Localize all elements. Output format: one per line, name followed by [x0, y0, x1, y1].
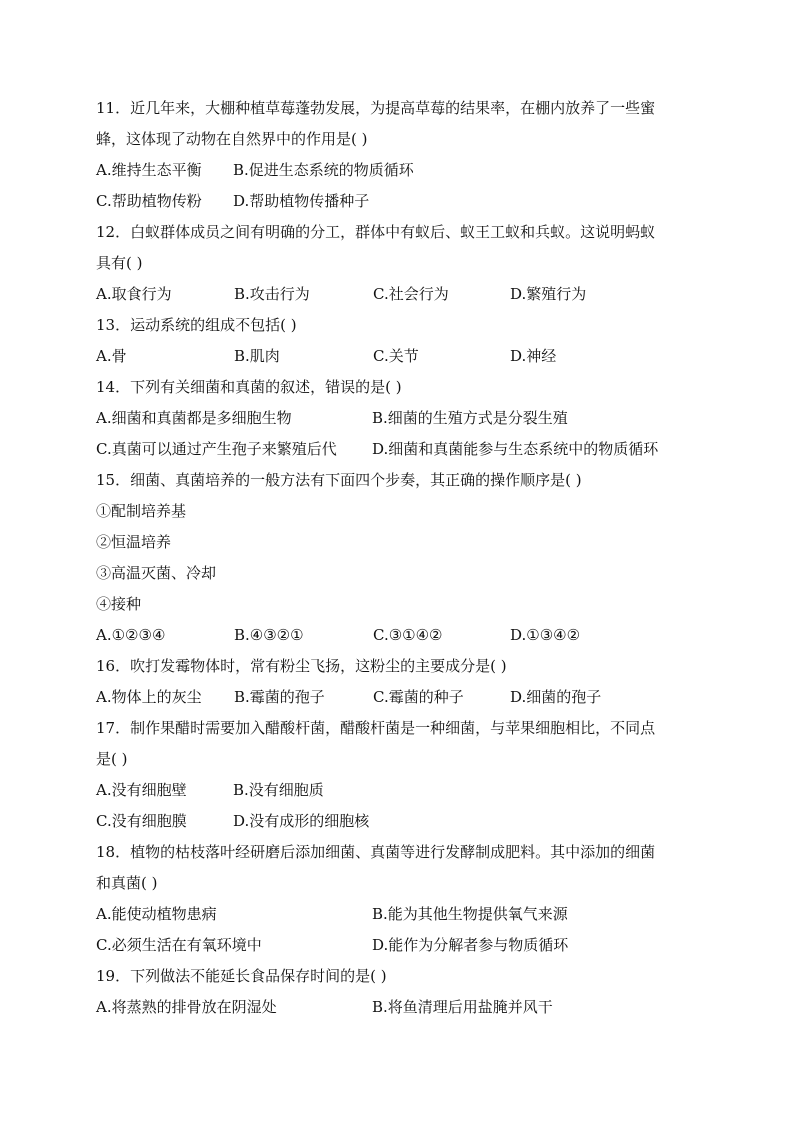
question-12-option-d: D.繁殖行为 [510, 285, 587, 303]
question-13-option-c: C.关节 [373, 347, 419, 365]
question-18-option-a: A.能使动植物患病 [96, 905, 217, 923]
question-18-option-c: C.必须生活在有氧环境中 [96, 936, 262, 954]
question-17-options-row-1 [96, 775, 696, 806]
question-18-options-row-1 [96, 899, 696, 930]
question-14-option-c: C.真菌可以通过产生孢子来繁殖后代 [96, 440, 337, 458]
question-16-option-a: A.物体上的灰尘 [96, 688, 202, 706]
question-14-options-row-1 [96, 403, 696, 434]
question-12-option-b: B.攻击行为 [234, 285, 310, 303]
question-16-options [96, 682, 696, 713]
question-16-option-d: D.细菌的孢子 [510, 688, 602, 706]
question-15-step-2: ②恒温培养 [96, 533, 172, 551]
question-12-stem-line-2: 具有( ) [96, 254, 143, 272]
question-17-stem-line-2: 是( ) [96, 750, 128, 768]
question-18-option-d: D.能作为分解者参与物质循环 [372, 936, 569, 954]
question-17-option-c: C.没有细胞膜 [96, 812, 187, 830]
question-16-stem: 16．吹打发霉物体时，常有粉尘飞扬，这粉尘的主要成分是( ) [96, 657, 507, 675]
question-15-stem: 15．细菌、真菌培养的一般方法有下面四个步奏，其正确的操作顺序是( ) [96, 471, 582, 489]
question-18-options-row-2 [96, 930, 696, 961]
question-19-option-a: A.将蒸熟的排骨放在阴湿处 [96, 998, 277, 1016]
question-18-stem-line-2: 和真菌( ) [96, 874, 158, 892]
question-11-option-a: A.维持生态平衡 [96, 161, 202, 179]
question-13-option-b: B.肌肉 [234, 347, 280, 365]
question-15-option-b: B.④③②① [234, 626, 304, 644]
question-14-option-b: B.细菌的生殖方式是分裂生殖 [372, 409, 568, 427]
question-15-step-1: ①配制培养基 [96, 502, 187, 520]
question-13-options [96, 341, 696, 372]
question-15-options [96, 620, 696, 651]
question-15-step-4: ④接种 [96, 595, 142, 613]
question-11-stem-line-2: 蜂，这体现了动物在自然界中的作用是( ) [96, 130, 368, 148]
question-11-option-c: C.帮助植物传粉 [96, 192, 202, 210]
question-16-option-c: C.霉菌的种子 [373, 688, 464, 706]
question-15-step-3: ③高温灭菌、冷却 [96, 564, 217, 582]
question-list [96, 93, 696, 1023]
question-17-option-b: B.没有细胞质 [233, 781, 324, 799]
question-18-stem-line-1: 18．植物的枯枝落叶经研磨后添加细菌、真菌等进行发酵制成肥料。其中添加的细菌 [96, 843, 656, 861]
question-17-option-a: A.没有细胞壁 [96, 781, 187, 799]
question-17-option-d: D.没有成形的细胞核 [233, 812, 370, 830]
question-11-options-row-1 [96, 155, 696, 186]
question-18-option-b: B.能为其他生物提供氧气来源 [372, 905, 568, 923]
question-11-options-row-2 [96, 186, 696, 217]
question-13-option-a: A.骨 [96, 347, 127, 365]
question-12-option-a: A.取食行为 [96, 285, 172, 303]
question-15-option-d: D.①③④② [510, 626, 581, 644]
question-15-option-c: C.③①④② [373, 626, 443, 644]
question-17-options-row-2 [96, 806, 696, 837]
question-19-stem: 19．下列做法不能延长食品保存时间的是( ) [96, 967, 387, 985]
question-12-stem-line-1: 12．白蚁群体成员之间有明确的分工，群体中有蚁后、蚁王工蚁和兵蚁。这说明蚂蚁 [96, 223, 656, 241]
question-19-option-b: B.将鱼清理后用盐腌并风干 [372, 998, 553, 1016]
question-17-stem-line-1: 17．制作果醋时需要加入醋酸杆菌，醋酸杆菌是一种细菌，与苹果细胞相比，不同点 [96, 719, 656, 737]
question-11-option-b: B.促进生态系统的物质循环 [233, 161, 414, 179]
question-11-option-d: D.帮助植物传播种子 [233, 192, 370, 210]
question-13-option-d: D.神经 [510, 347, 557, 365]
question-14-option-a: A.细菌和真菌都是多细胞生物 [96, 409, 292, 427]
question-15-option-a: A.①②③④ [96, 626, 166, 644]
question-14-options-row-2 [96, 434, 696, 465]
question-14-option-d: D.细菌和真菌能参与生态系统中的物质循环 [372, 440, 659, 458]
question-11-stem-line-1: 11．近几年来，大棚种植草莓蓬勃发展，为提高草莓的结果率，在棚内放养了一些蜜 [96, 99, 656, 117]
question-12-options [96, 279, 696, 310]
question-14-stem: 14．下列有关细菌和真菌的叙述，错误的是( ) [96, 378, 402, 396]
question-13-stem: 13．运动系统的组成不包括( ) [96, 316, 297, 334]
question-12-option-c: C.社会行为 [373, 285, 449, 303]
question-19-options-row-1 [96, 992, 696, 1023]
question-16-option-b: B.霉菌的孢子 [234, 688, 325, 706]
